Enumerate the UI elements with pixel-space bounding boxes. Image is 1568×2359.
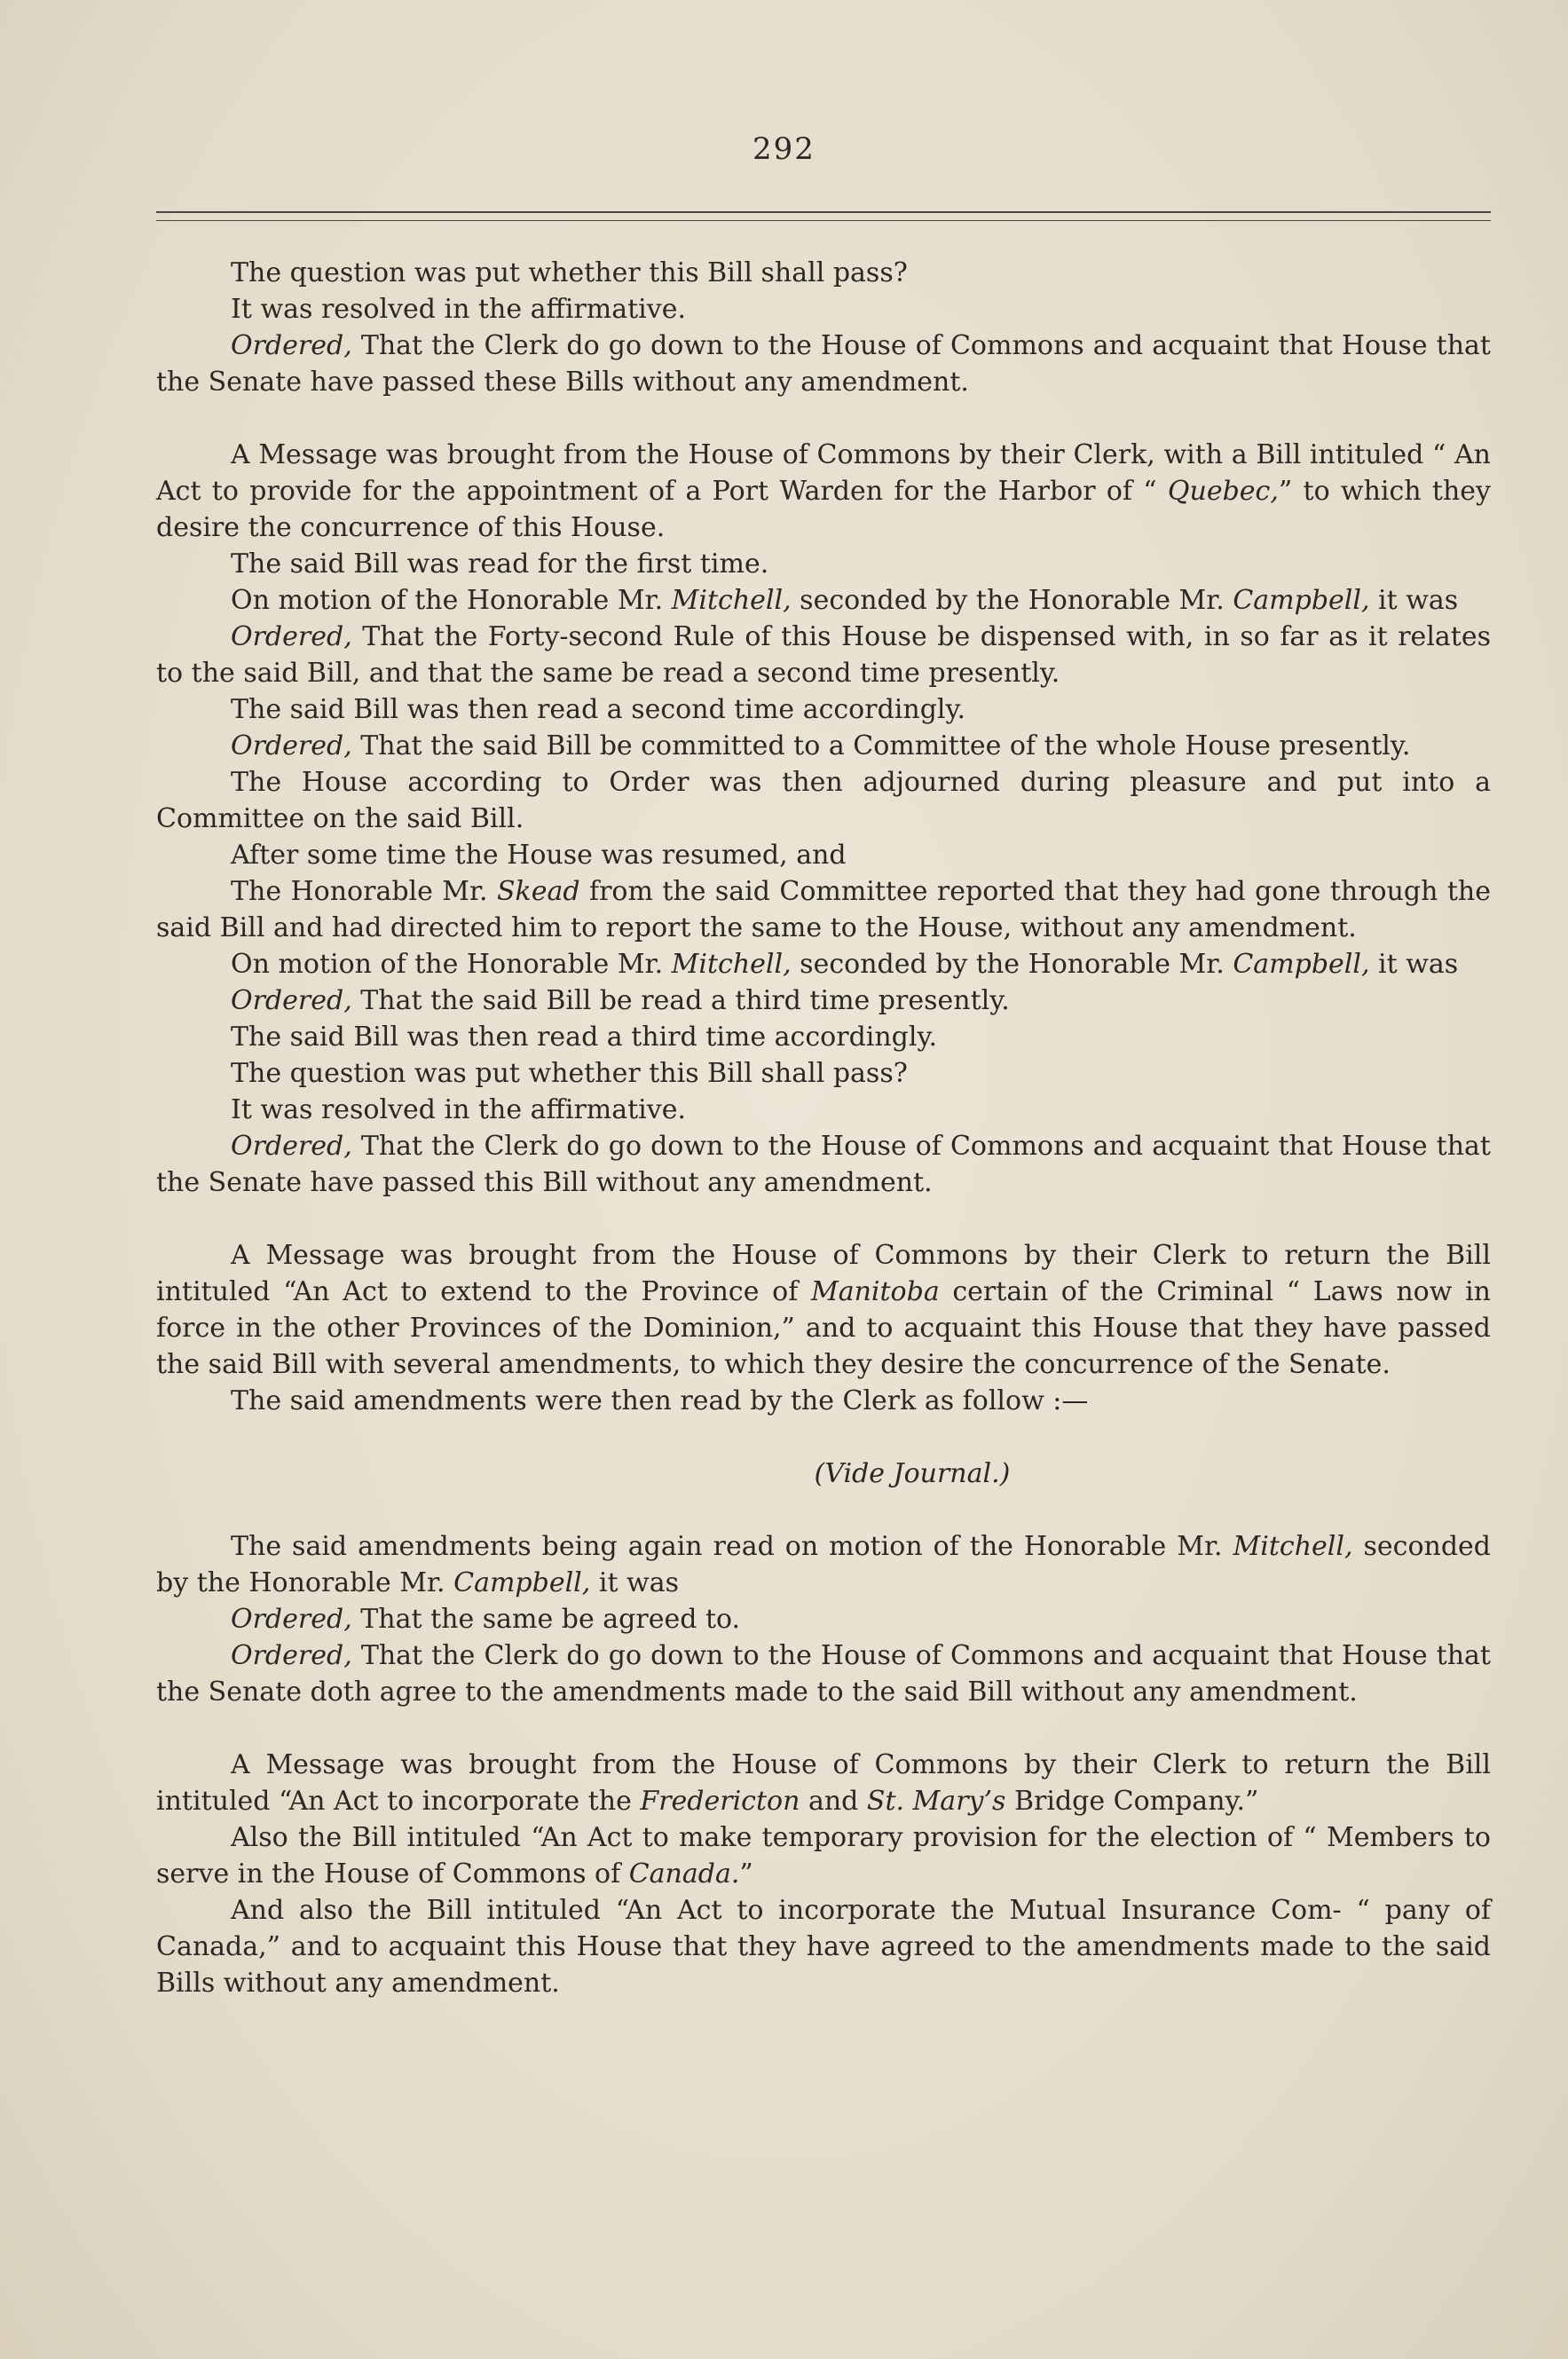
- journal-paragraph: Ordered, That the Clerk do go down to the House of Commons and acquaint that House that the Senate doth agree to the amendments made to the said Bill without any amendment.: [156, 1640, 1491, 1708]
- header-rule-top: [156, 211, 1491, 213]
- paragraphs-after-note: [156, 1528, 1491, 2001]
- journal-paragraph: The said Bill was read for the first time.: [231, 548, 769, 580]
- journal-paragraph: Ordered, That the same be agreed to.: [231, 1604, 741, 1635]
- journal-paragraph: The question was put whether this Bill shall pass?: [231, 1058, 908, 1089]
- journal-paragraph: A Message was brought from the House of Commons by their Clerk to return the Bill intituled “An Act to incorporate the Fredericton and St. Mary’s Bridge Company.”: [156, 1749, 1491, 1817]
- page-number: 292: [752, 131, 816, 167]
- journal-paragraph: Ordered, That the Clerk do go down to the House of Commons and acquaint that House that the Senate have passed this Bill without any amendment.: [156, 1131, 1491, 1198]
- journal-paragraph: Ordered, That the Clerk do go down to the House of Commons and acquaint that House that the Senate have passed these Bills without any amendment.: [156, 330, 1491, 398]
- journal-paragraph: The said Bill was then read a second time accordingly.: [231, 694, 966, 725]
- header-rule-bottom: [156, 220, 1491, 221]
- paragraphs-before-note: [156, 255, 1491, 1419]
- journal-paragraph: The Honorable Mr. Skead from the said Committee reported that they had gone through the said Bill and had directed him to report the same to the House, without any amendment.: [156, 876, 1491, 943]
- journal-paragraph: A Message was brought from the House of Commons by their Clerk, with a Bill intituled “ An Act to provide for the appointment of a Port Warden for the Harbor of “ Quebec,” to which they desire the concurrence of this House.: [156, 439, 1491, 543]
- journal-paragraph: It was resolved in the affirmative.: [231, 1094, 687, 1125]
- vide-journal-note: (Vide Journal.): [814, 1458, 1011, 1489]
- journal-paragraph: The question was put whether this Bill shall pass?: [231, 257, 908, 288]
- journal-paragraph: The said amendments being again read on motion of the Honorable Mr. Mitchell, seconded by the Honorable Mr. Campbell, it was: [156, 1531, 1491, 1598]
- journal-paragraph: Ordered, That the said Bill be committed to a Committee of the whole House presently.: [231, 730, 1411, 761]
- journal-paragraph: Also the Bill intituled “An Act to make temporary provision for the election of “ Members to serve in the House of Commons of Canada.”: [156, 1822, 1491, 1890]
- journal-paragraph: The House according to Order was then adjourned during pleasure and put into a Committee on the said Bill.: [156, 767, 1491, 834]
- journal-paragraph: A Message was brought from the House of Commons by their Clerk to return the Bill intituled “An Act to extend to the Province of Manitoba certain of the Criminal “ Laws now in force in the other Provinces of the Dominion,” and to acquaint this House that they have passed the said Bill with several amendments, to which they desire the concurrence of the Senate.: [156, 1240, 1491, 1380]
- journal-paragraph: Ordered, That the Forty-second Rule of this House be dispensed with, in so far as it relates to the said Bill, and that the same be read a second time presently.: [156, 621, 1491, 689]
- journal-paragraph: And also the Bill intituled “An Act to incorporate the Mutual Insurance Com- “ pany of Canada,” and to acquaint this House that they have agreed to the amendments made to the said Bills without any amendment.: [156, 1895, 1491, 1999]
- journal-paragraph: On motion of the Honorable Mr. Mitchell, seconded by the Honorable Mr. Campbell, it was: [231, 585, 1459, 616]
- journal-paragraph: After some time the House was resumed, and: [231, 840, 847, 871]
- journal-paragraph: The said Bill was then read a third time accordingly.: [231, 1022, 937, 1053]
- journal-paragraph: The said amendments were then read by the Clerk as follow :—: [231, 1385, 1089, 1416]
- journal-paragraph: Ordered, That the said Bill be read a third time presently.: [231, 985, 1010, 1016]
- journal-paragraph: It was resolved in the affirmative.: [231, 294, 687, 325]
- journal-paragraph: On motion of the Honorable Mr. Mitchell, seconded by the Honorable Mr. Campbell, it was: [231, 949, 1459, 980]
- journal-body: [156, 255, 1491, 2001]
